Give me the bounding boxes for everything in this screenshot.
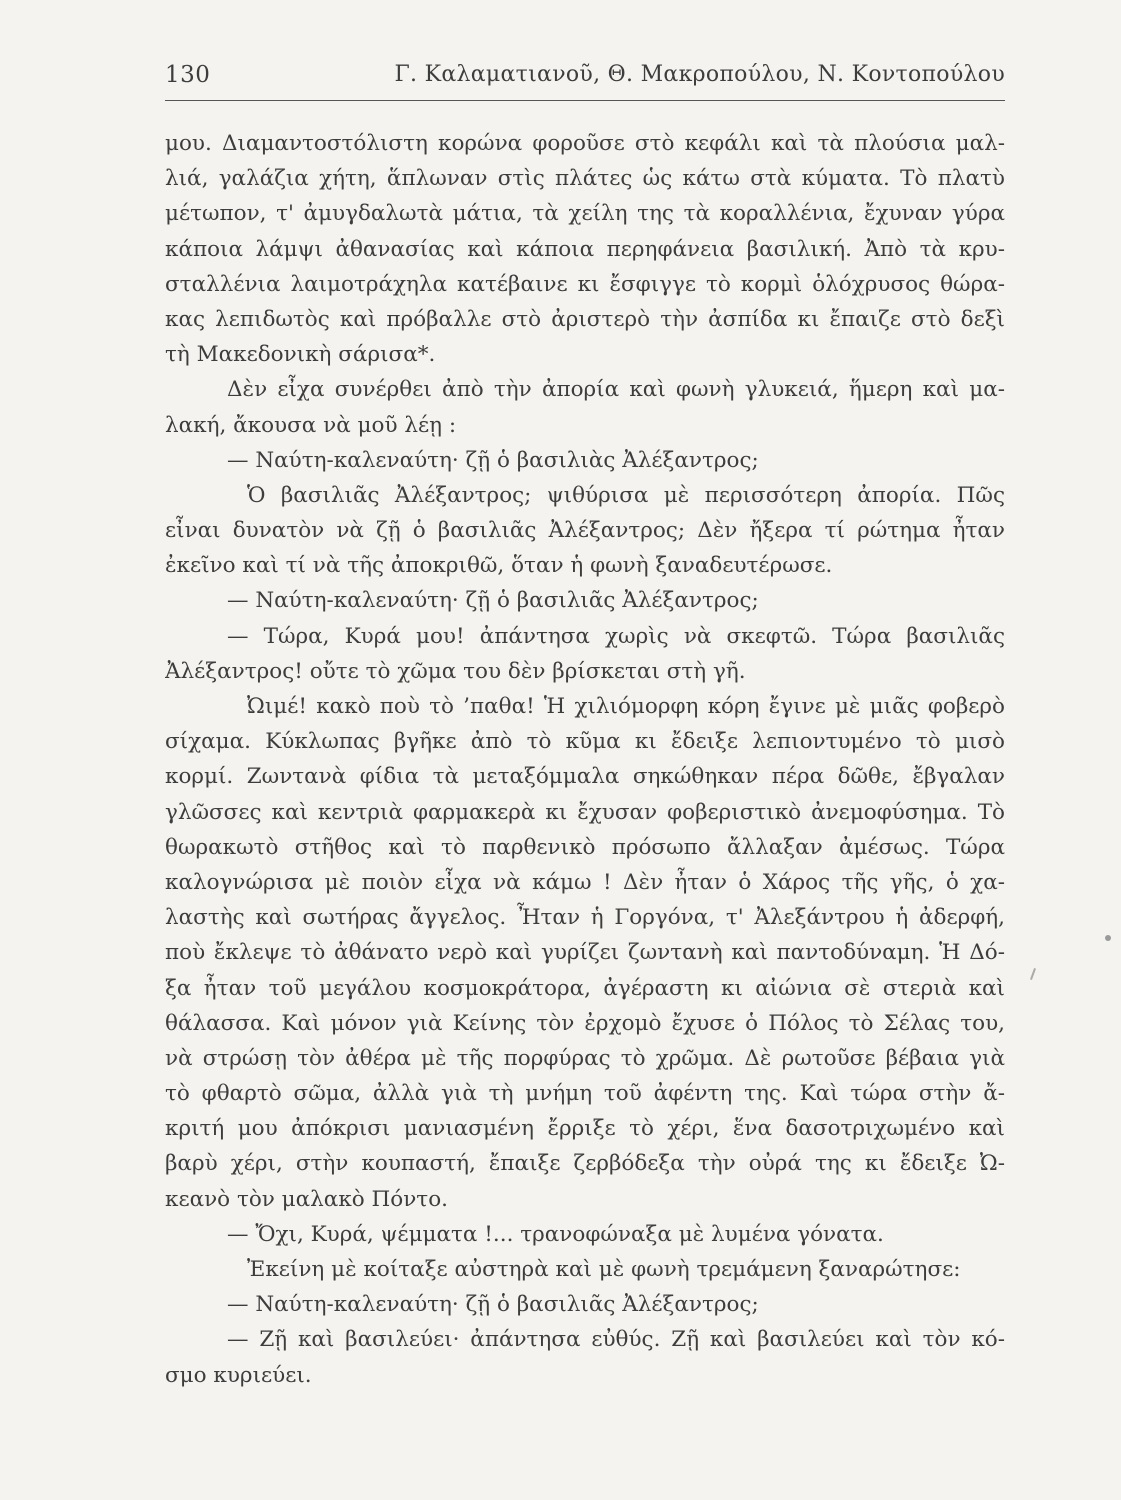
text-line: — Ὄχι, Κυρά, ψέμματα !... τρανοφώναξα μὲ λυμένα γόνατα.	[227, 1221, 884, 1247]
page-header	[165, 62, 1005, 98]
text-line: θωρακωτὸ στῆθος καὶ τὸ παρθενικὸ πρόσωπο ἄλλαξαν ἀμέσως. Τώρα	[165, 834, 1005, 860]
text-line: θάλασσα. Καὶ μόνον γιὰ Κείνης τὸν ἐρχομὸ ἔχυσε ὁ Πόλος τὸ Σέλας του,	[165, 1010, 1005, 1036]
text-line: Ὁ βασιλιᾶς Ἀλέξαντρος; ψιθύρισα μὲ περισσότερη ἀπορία. Πῶς	[247, 482, 1005, 508]
text-line: τὸ φθαρτὸ σῶμα, ἀλλὰ γιὰ τὴ μνήμη τοῦ ἀφέντη της. Καὶ τώρα στὴν ἄ-	[165, 1081, 1005, 1107]
text-line: ποὺ ἔκλεψε τὸ ἀθάνατο νερὸ καὶ γυρίζει ζωντανὴ καὶ παντοδύναμη. Ἡ Δό-	[165, 940, 1005, 966]
text-line: τὴ Μακεδονικὴ σάρισα*.	[165, 342, 436, 368]
text-line: λιά, γαλάζια χήτη, ἅπλωναν στὶς πλάτες ὡς κάτω στὰ κύματα. Τὸ πλατὺ	[165, 166, 1005, 192]
scan-speck	[1105, 935, 1111, 941]
body-text	[165, 126, 1005, 1393]
text-line: Ἀλέξαντρος! οὔτε τὸ χῶμα του δὲν βρίσκεται στὴ γῆ.	[165, 658, 746, 684]
text-line: σμο κυριεύει.	[165, 1362, 312, 1388]
header-rule	[165, 100, 1005, 101]
text-line: ἐκεῖνο καὶ τί νὰ τῆς ἀποκριθῶ, ὅταν ἡ φωνὴ ξαναδευτέρωσε.	[165, 553, 833, 579]
text-line: κεανὸ τὸν μαλακὸ Πόντο.	[165, 1186, 448, 1212]
text-line: — Ναύτη-καλεναύτη· ζῇ ὁ βασιλιὰς Ἀλέξαντρος;	[227, 447, 759, 473]
text-line: σταλλένια λαιμοτράχηλα κατέβαινε κι ἔσφιγγε τὸ κορμὶ ὁλόχρυσος θώρα-	[165, 271, 1005, 297]
running-head: Γ. Καλαματιανοῦ, Θ. Μακροπούλου, Ν. Κοντοπούλου	[394, 62, 1005, 87]
text-line: κριτή μου ἀπόκρισι μανιασμένη ἔρριξε τὸ χέρι, ἕνα δασοτριχωμένο καὶ	[165, 1116, 1005, 1142]
text-line: Ὠιμέ! κακὸ ποὺ τὸ ’παθα! Ἡ χιλιόμορφη κόρη ἔγινε μὲ μιᾶς φοβερὸ	[247, 694, 1005, 719]
text-line: — Ζῇ καὶ βασιλεύει· ἀπάντησα εὐθύς. Ζῇ καὶ βασιλεύει καὶ τὸν κό-	[227, 1327, 1005, 1353]
page-number: 130	[165, 62, 211, 88]
scan-mark	[1030, 968, 1036, 980]
text-line: — Ναύτη-καλεναύτη· ζῇ ὁ βασιλιᾶς Ἀλέξαντρος;	[227, 588, 759, 614]
text-line: — Τώρα, Κυρά μου! ἀπάντησα χωρὶς νὰ σκεφτῶ. Τώρα βασιλιᾶς	[227, 623, 1005, 649]
text-line: λαστὴς καὶ σωτήρας ἄγγελος. Ἦταν ἡ Γοργόνα, τ' Ἀλεξάντρου ἡ ἀδερφή,	[165, 905, 1005, 931]
text-line: Ἐκείνη μὲ κοίταξε αὐστηρὰ καὶ μὲ φωνὴ τρεμάμενη ξαναρώτησε:	[247, 1257, 961, 1282]
text-line: ξα ἦταν τοῦ μεγάλου κοσμοκράτορα, ἀγέραστη κι αἰώνια σὲ στεριὰ καὶ	[165, 975, 1005, 1001]
text-line: νὰ στρώσῃ τὸν ἀθέρα μὲ τῆς πορφύρας τὸ χρῶμα. Δὲ ρωτοῦσε βέβαια γιὰ	[165, 1045, 1005, 1071]
text-line: μέτωπον, τ' ἀμυγδαλωτὰ μάτια, τὰ χείλη της τὰ κοραλλένια, ἔχυναν γύρα	[165, 201, 1005, 227]
text-line: εἶναι δυνατὸν νὰ ζῇ ὁ βασιλιᾶς Ἀλέξαντρος; Δὲν ἤξερα τί ρώτημα ἦταν	[165, 518, 1005, 544]
text-line: — Ναύτη-καλεναύτη· ζῇ ὁ βασιλιᾶς Ἀλέξαντρος;	[227, 1292, 759, 1318]
text-line: σίχαμα. Κύκλωπας βγῆκε ἀπὸ τὸ κῦμα κι ἔδειξε λεπιοντυμένο τὸ μισὸ	[165, 729, 1005, 755]
text-line: γλῶσσες καὶ κεντριὰ φαρμακερὰ κι ἔχυσαν φοβεριστικὸ ἀνεμοφύσημα. Τὸ	[165, 799, 1005, 825]
text-line: κάποια λάμψι ἀθανασίας καὶ κάποια περηφάνεια βασιλική. Ἀπὸ τὰ κρυ-	[165, 236, 1005, 262]
text-line: κορμί. Ζωντανὰ φίδια τὰ μεταξόμμαλα σηκώθηκαν πέρα δῶθε, ἔβγαλαν	[165, 764, 1005, 790]
text-line: λακή, ἄκουσα νὰ μοῦ λέῃ :	[165, 412, 457, 438]
text-line: κας λεπιδωτὸς καὶ πρόβαλλε στὸ ἀριστερὸ τὴν ἀσπίδα κι ἔπαιζε στὸ δεξὶ	[165, 306, 1005, 332]
text-line: μου. Διαμαντοστόλιστη κορώνα φοροῦσε στὸ κεφάλι καὶ τὰ πλούσια μαλ-	[165, 131, 1005, 156]
text-line: βαρὺ χέρι, στὴν κουπαστή, ἔπαιξε ζερβόδεξα τὴν οὐρά της κι ἔδειξε Ὠ-	[165, 1151, 1005, 1177]
text-line: καλογνώρισα μὲ ποιὸν εἶχα νὰ κάμω ! Δὲν ἦταν ὁ Χάρος τῆς γῆς, ὁ χα-	[165, 869, 1005, 895]
text-line: Δὲν εἶχα συνέρθει ἀπὸ τὴν ἀπορία καὶ φωνὴ γλυκειά, ἥμερη καὶ μα-	[227, 377, 1005, 403]
